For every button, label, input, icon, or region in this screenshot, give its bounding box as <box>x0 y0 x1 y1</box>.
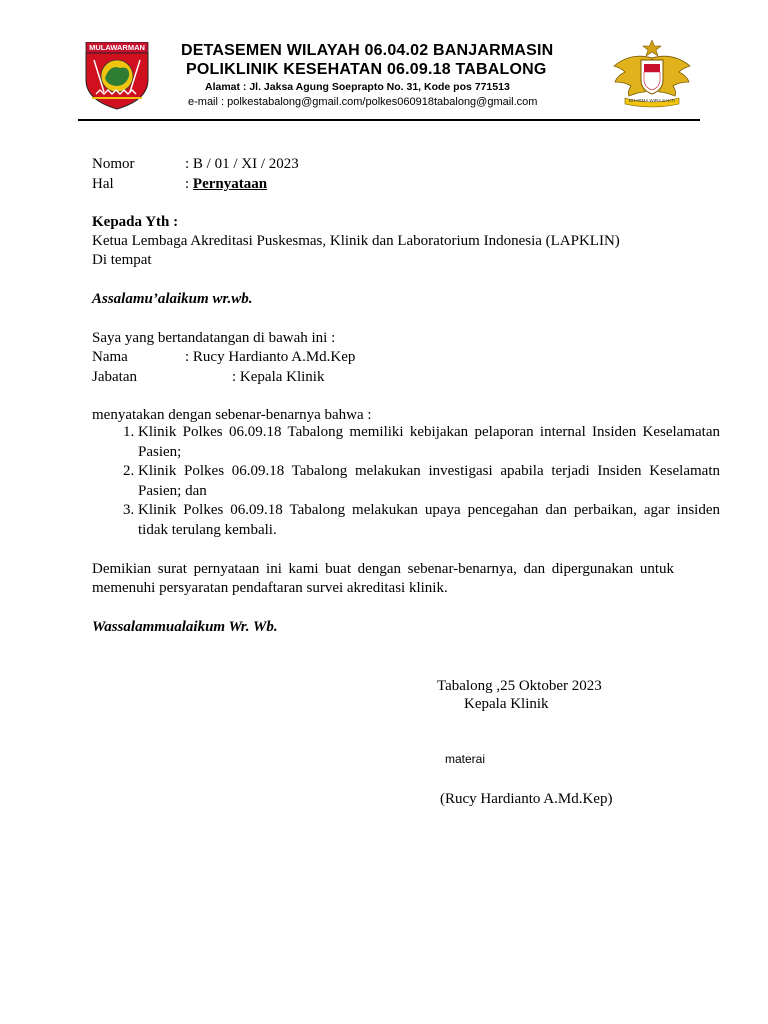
letterhead-divider <box>78 119 700 121</box>
greeting: Assalamu’alaikum wr.wb. <box>92 291 253 307</box>
nama-value: : Rucy Hardianto A.Md.Kep <box>185 349 356 365</box>
right-emblem-motto: DHARMA WIRA SAKTI <box>628 98 676 103</box>
letterhead-address: Alamat : Jl. Jaksa Agung Soeprapto No. 31, Kode pos 771513 <box>205 81 510 93</box>
signature-place-date: Tabalong ,25 Oktober 2023 <box>437 678 602 694</box>
hal-value: Pernyataan <box>192 176 268 192</box>
statement-points-list <box>92 423 720 540</box>
recipient-heading: Kepada Yth : <box>92 214 179 230</box>
closing-paragraph: Demikian surat pernyataan ini kami buat dengan sebenar-benarnya, dan dipergunakan untuk memenuhi persyaratan pendaftaran survei akreditasi klinik. <box>92 561 674 596</box>
list-item: 1. Klinik Polkes 06.09.18 Tabalong memiliki kebijakan pelaporan internal Insiden Keselamatan Pasien; <box>138 423 720 462</box>
statement-lead: menyatakan dengan sebenar-benarnya bahwa : <box>92 407 372 423</box>
mulawarman-emblem-icon <box>80 42 154 110</box>
left-emblem-label: MULAWARMAN <box>89 43 145 52</box>
intro-text: Saya yang bertandatangan di bawah ini : <box>92 330 336 346</box>
letterhead-email: e-mail : polkestabalong@gmail.com/polkes060918tabalong@gmail.com <box>188 96 538 108</box>
recipient-line1: Ketua Lembaga Akreditasi Puskesmas, Klinik dan Laboratorium Indonesia (LAPKLIN) <box>92 233 620 249</box>
nama-label: Nama <box>92 349 128 365</box>
list-item: 2. Klinik Polkes 06.09.18 Tabalong melakukan investigasi apabila terjadi Insiden Keselamatn Pasien; dan <box>138 462 720 501</box>
nomor-value: : B / 01 / XI / 2023 <box>185 156 299 172</box>
jabatan-label: Jabatan <box>92 369 137 385</box>
nomor-label: Nomor <box>92 156 135 172</box>
signature-name: (Rucy Hardianto A.Md.Kep) <box>440 791 613 807</box>
signature-position: Kepala Klinik <box>464 696 549 712</box>
farewell: Wassalammualaikum Wr. Wb. <box>92 619 278 635</box>
list-item: 3. Klinik Polkes 06.09.18 Tabalong melakukan upaya pencegahan dan perbaikan, agar insiden tidak terulang kembali. <box>138 501 720 540</box>
hal-row <box>185 175 267 194</box>
jabatan-value: : Kepala Klinik <box>232 369 325 385</box>
letterhead-title-line1: DETASEMEN WILAYAH 06.04.02 BANJARMASIN <box>181 42 554 59</box>
letterhead-title-line2: POLIKLINIK KESEHATAN 06.09.18 TABALONG <box>186 61 547 78</box>
recipient-line2: Di tempat <box>92 252 152 268</box>
hal-colon: : <box>185 176 193 192</box>
hal-label: Hal <box>92 176 114 192</box>
signature-stamp-note: materai <box>445 752 486 766</box>
